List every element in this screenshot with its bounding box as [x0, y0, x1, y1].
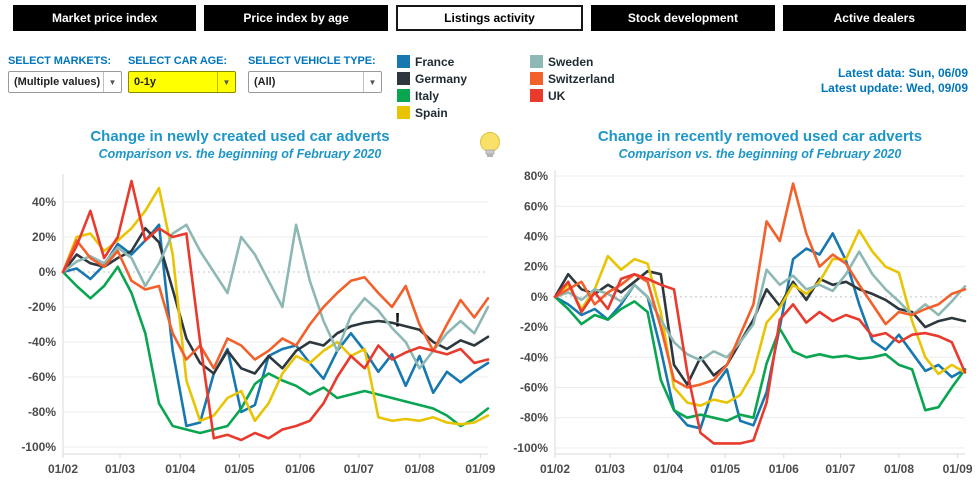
legend-item-germany[interactable] — [397, 70, 467, 87]
tab-market-price-index[interactable]: Market price index — [13, 5, 196, 31]
svg-text:-100%: -100% — [21, 440, 56, 454]
legend-column-2 — [530, 53, 615, 104]
latest-update-text: Latest update: Wed, 09/09 — [820, 81, 968, 95]
legend-label: UK — [548, 88, 566, 103]
svg-text:-100%: -100% — [513, 441, 548, 455]
svg-text:40%: 40% — [523, 229, 548, 244]
italy-color-swatch — [397, 89, 410, 102]
status-block — [821, 66, 968, 96]
svg-text:01/02: 01/02 — [47, 462, 79, 476]
svg-text:-80%: -80% — [519, 410, 548, 425]
vehicle-type-dropdown-value: (All) — [254, 76, 276, 88]
svg-text:01/06: 01/06 — [768, 462, 799, 476]
legend-item-italy[interactable] — [397, 87, 467, 104]
legend-item-switzerland[interactable] — [530, 70, 615, 87]
legend-item-sweden[interactable] — [530, 53, 615, 70]
legend-item-spain[interactable] — [397, 104, 467, 121]
tab-price-index-by-age[interactable]: Price index by age — [204, 5, 387, 31]
spain-color-swatch — [397, 106, 410, 119]
svg-text:0%: 0% — [38, 265, 56, 279]
legend-item-france[interactable] — [397, 53, 467, 70]
svg-text:01/05: 01/05 — [224, 462, 255, 476]
legend-label: Switzerland — [548, 71, 615, 86]
tab-stock-development[interactable]: Stock development — [591, 5, 774, 31]
switzerland-color-swatch — [530, 72, 543, 85]
filter-markets-label: SELECT MARKETS: — [8, 55, 112, 67]
svg-text:-20%: -20% — [27, 300, 56, 314]
svg-text:01/09: 01/09 — [942, 462, 973, 476]
svg-text:20%: 20% — [523, 259, 548, 274]
chevron-down-icon[interactable]: ▼ — [103, 72, 121, 92]
filter-car-age-label: SELECT CAR AGE: — [128, 55, 227, 67]
right-chart-subtitle: Comparison vs. the beginning of February 2020 — [618, 147, 902, 161]
chevron-down-icon[interactable]: ▼ — [363, 72, 381, 92]
svg-text:01/08: 01/08 — [404, 462, 435, 476]
svg-text:80%: 80% — [523, 169, 548, 183]
newly-created-adverts-chart — [6, 166, 498, 488]
svg-text:40%: 40% — [31, 195, 56, 209]
svg-text:-40%: -40% — [27, 335, 56, 349]
legend-column-1 — [397, 53, 467, 121]
svg-text:-80%: -80% — [27, 405, 56, 419]
filter-markets — [8, 55, 122, 93]
legend-label: Italy — [415, 88, 440, 103]
france-color-swatch — [397, 55, 410, 68]
left-chart-subtitle: Comparison vs. the beginning of February 2020 — [98, 147, 382, 161]
markets-dropdown[interactable] — [8, 71, 122, 93]
recently-removed-adverts-chart — [505, 162, 977, 490]
car-age-dropdown[interactable] — [128, 71, 236, 93]
legend-label: Sweden — [548, 54, 594, 69]
svg-text:01/03: 01/03 — [594, 462, 625, 476]
svg-text:01/07: 01/07 — [825, 462, 856, 476]
filter-vehicle-type — [248, 55, 382, 93]
tab-bar — [13, 5, 966, 31]
markets-dropdown-value: (Multiple values) — [14, 76, 101, 88]
svg-text:01/05: 01/05 — [710, 462, 741, 476]
svg-text:01/04: 01/04 — [165, 462, 196, 476]
filter-car-age — [128, 55, 236, 93]
left-chart-header — [10, 128, 470, 161]
svg-text:-60%: -60% — [519, 380, 548, 395]
right-chart-header — [540, 128, 979, 161]
svg-text:01/07: 01/07 — [343, 462, 374, 476]
svg-text:-40%: -40% — [519, 350, 548, 365]
legend-label: Germany — [415, 71, 468, 86]
legend-label: France — [415, 54, 455, 69]
svg-text:01/04: 01/04 — [653, 462, 684, 476]
svg-text:01/09: 01/09 — [465, 462, 496, 476]
left-chart-title: Change in newly created used car adverts — [90, 128, 390, 145]
germany-color-swatch — [397, 72, 410, 85]
vehicle-type-dropdown[interactable] — [248, 71, 382, 93]
svg-text:-60%: -60% — [27, 370, 56, 384]
right-chart-title: Change in recently removed used car adverts — [597, 128, 923, 145]
legend-label: Spain — [415, 105, 448, 120]
svg-text:01/02: 01/02 — [539, 462, 571, 476]
lightbulb-icon[interactable] — [479, 131, 501, 165]
latest-data-text: Latest data: Sun, 06/09 — [837, 66, 968, 80]
filter-vehicle-type-label: SELECT VEHICLE TYPE: — [248, 55, 376, 67]
svg-text:01/06: 01/06 — [285, 462, 316, 476]
svg-text:60%: 60% — [523, 199, 548, 214]
svg-text:20%: 20% — [31, 230, 56, 244]
svg-text:01/03: 01/03 — [104, 462, 136, 476]
tab-listings-activity[interactable]: Listings activity — [396, 5, 583, 31]
legend-item-uk[interactable] — [530, 87, 615, 104]
svg-text:!: ! — [394, 310, 401, 332]
sweden-color-swatch — [530, 55, 543, 68]
svg-text:0%: 0% — [530, 289, 548, 304]
svg-text:01/08: 01/08 — [883, 462, 915, 476]
tab-active-dealers[interactable]: Active dealers — [783, 5, 966, 31]
chevron-down-icon[interactable]: ▼ — [217, 72, 235, 92]
svg-text:-20%: -20% — [519, 320, 548, 335]
uk-color-swatch — [530, 89, 543, 102]
car-age-dropdown-value: 0-1y — [134, 76, 157, 88]
